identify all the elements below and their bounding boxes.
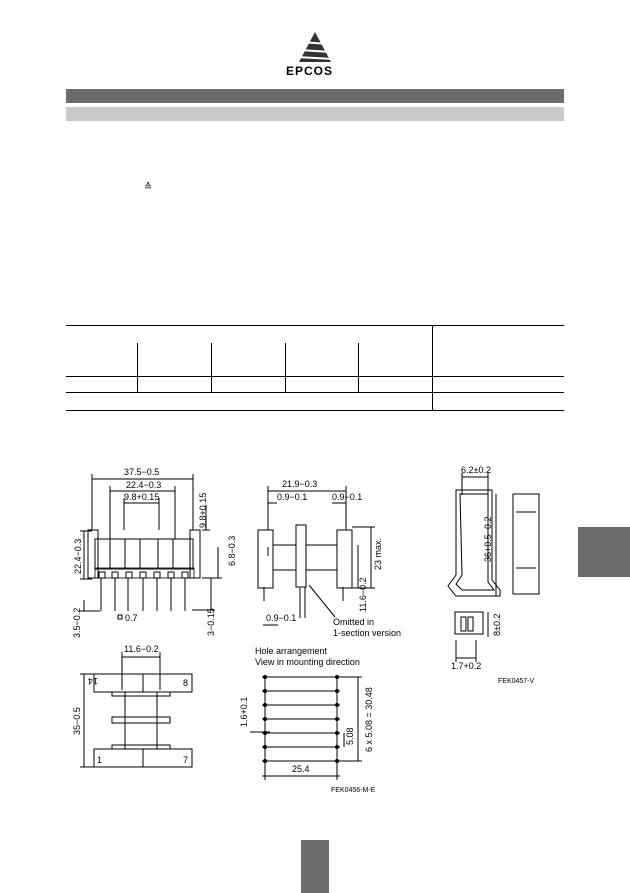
dim-pin-square: 0.7 [125,613,138,623]
hole-title-line2: View in mounting direction [255,657,360,667]
code-fek0457: FEK0457-V [498,678,535,685]
side-dim-pin-bottom: 0.9−0.1 [266,613,297,623]
top-view [80,652,192,767]
clip-dim-width: 6.2±0.2 [461,465,491,475]
code-fek0456: FEK0456-M-E [331,787,376,794]
equivalence-symbol: ≙ [144,182,153,193]
dim-center-width: 9.8+0.15 [124,492,160,502]
dim-bottom-left: 3.5−0.2 [72,607,82,638]
side-note-line1: Omitted in [333,617,375,627]
hole-dim-total: 6 x 5.08 = 30.48 [364,687,374,752]
side-note-line2: 1-section version [333,628,402,638]
dim-height-left: 22.4−0.3 [73,538,83,574]
side-dim-flange-left: 0.9−0.1 [277,492,308,502]
clip-dim-clip: 8±0.2 [492,613,502,636]
pin-label-8: 8 [183,678,189,688]
pin-label-14: 14 [87,676,98,686]
hole-dim-spacing: 25.4 [292,764,310,774]
dim-total-width: 37.5−0.5 [124,467,160,477]
pin-label-7: 7 [183,755,189,765]
side-dim-flange-right: 0.9−0.1 [332,492,363,502]
top-dim-width: 11.6−0.2 [124,644,159,654]
hole-dim-pitch: 5.08 [345,727,355,745]
hole-title-line1: Hole arrangement [255,646,328,656]
side-dim-width: 21.9−0.3 [282,479,318,489]
clip-dim-height: 36+0.5−0.2 [483,516,493,562]
dim-bottom-right: 3−0.15 [206,608,216,636]
dim-pin-height: 6.8−0.3 [227,535,237,566]
side-dim-core-height: 11.6−0.2 [358,577,368,612]
dim-inner-width: 22.4−0.3 [126,480,162,490]
dim-height-right: 9.8+0.15 [198,492,208,528]
brand-name: EPCOS [286,64,334,78]
clip-dim-bottom: 1.7+0.2 [451,661,482,671]
side-dim-max-height: 23 max. [373,537,383,570]
pin-label-1: 1 [97,755,103,765]
hole-dim-hole: 1.6+0.1 [239,696,249,727]
top-dim-height: 35−0.5 [72,707,82,735]
